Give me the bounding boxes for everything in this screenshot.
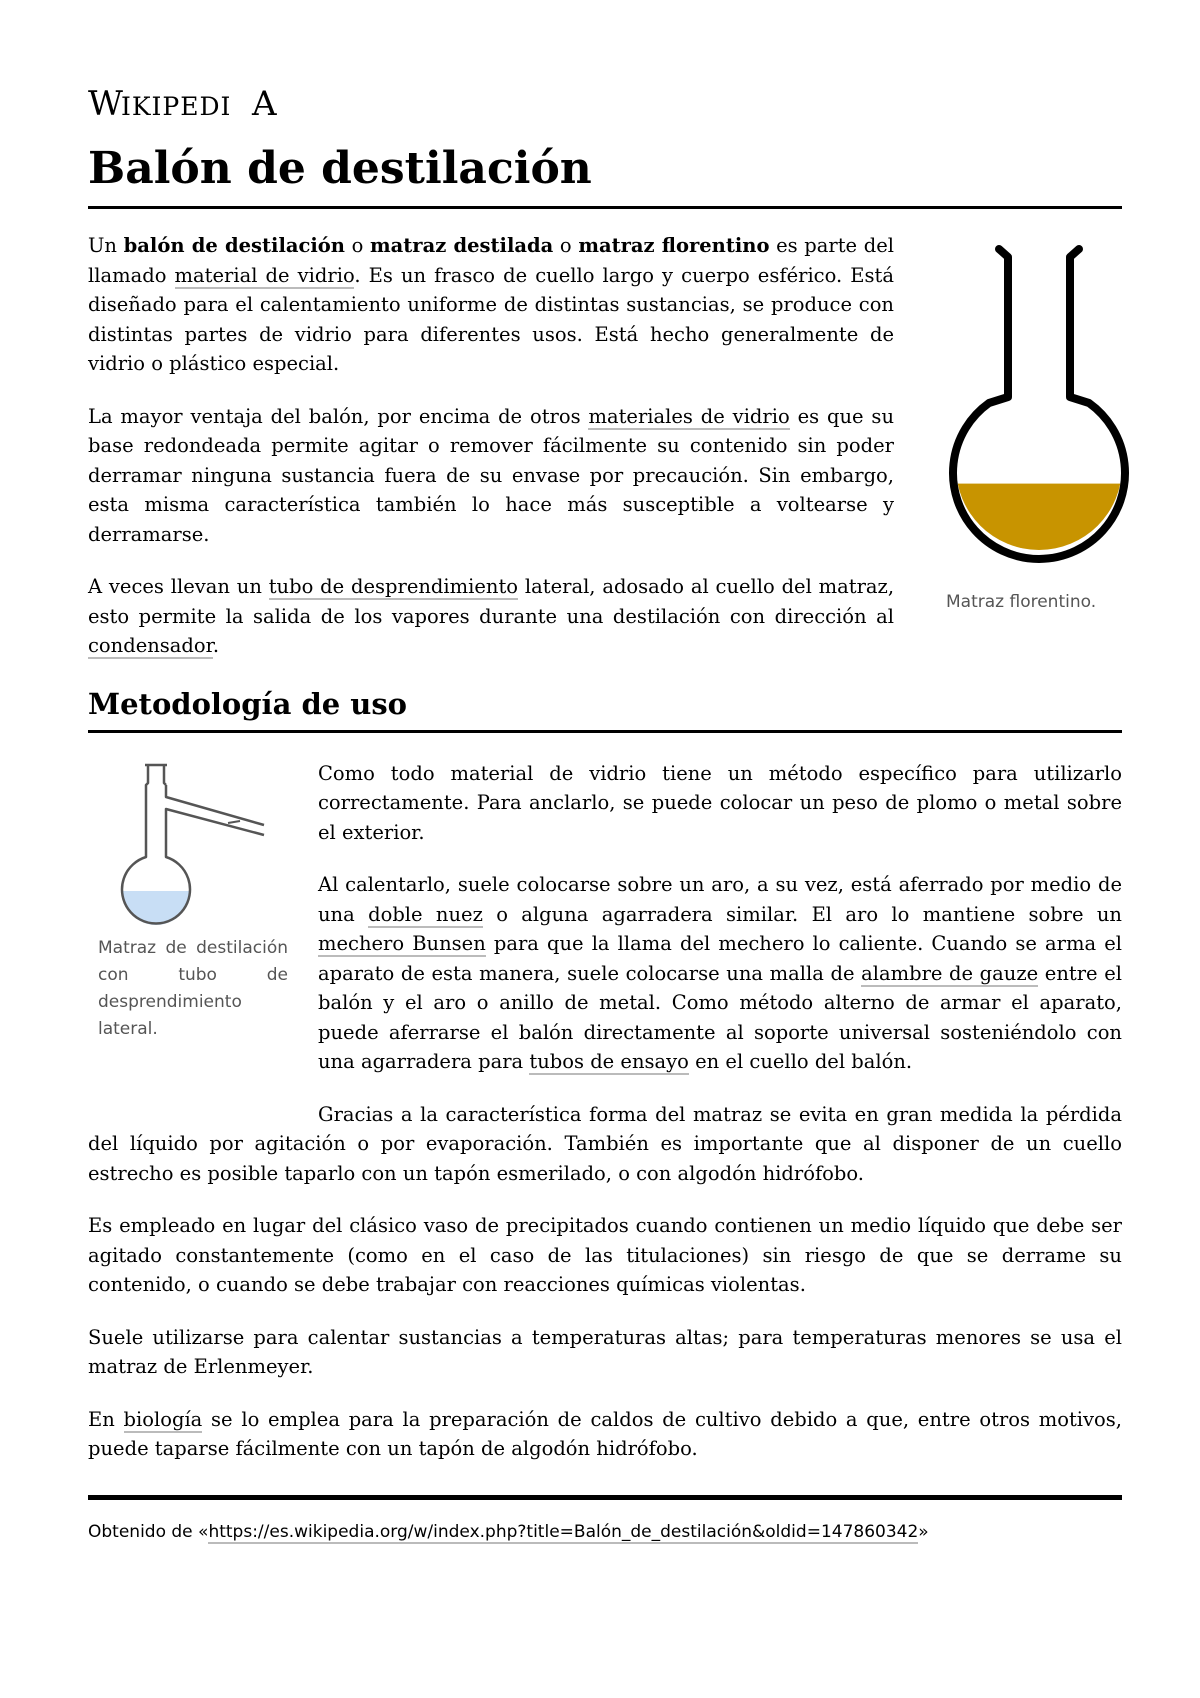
svg-text:W: W — [88, 84, 124, 124]
text-run: . — [212, 634, 220, 657]
distilling-flask-image[interactable] — [100, 759, 270, 929]
text-run: lateral, adosado al cuello del matraz, esto permite la salida de los vapores durante una destilación con dirección al — [88, 575, 895, 628]
source-footer — [88, 1522, 1122, 1542]
text-run: Es empleado en lugar del clásico vaso de precipitados cuando contienen un medio líquido que debe ser agitado constantemente (como en el caso de las titulaciones) sin riesgo de que se derrame su contenido, o cuando se debe trabajar con reacciones químicas violentas. — [88, 1214, 1122, 1296]
text-run: o — [553, 234, 579, 257]
wikipedia-logo[interactable] — [88, 84, 1122, 124]
lead-paragraph-3 — [88, 572, 894, 661]
text-run: es que su base redondeada permite agitar o remover fácilmente su contenido sin poder derramar ninguna sustancia fuera de su envase por precaución. Sin embargo, esta misma característica también lo hace más susceptible a voltearse y derramarse. — [88, 404, 894, 546]
florence-flask-figure — [928, 239, 1122, 616]
link-alambre-de-gauze[interactable]: alambre de gauze — [861, 961, 1039, 985]
text-run: o — [344, 234, 371, 257]
link-doble-nuez[interactable]: doble nuez — [368, 902, 483, 926]
lead-section — [88, 231, 1122, 661]
section-paragraph-3 — [88, 1100, 1122, 1189]
source-url-link[interactable]: https://es.wikipedia.org/w/index.php?title=Balón_de_destilación&oldid=147860342 — [208, 1521, 919, 1542]
section-paragraph-6 — [88, 1405, 1122, 1464]
methodology-section — [88, 759, 1122, 1487]
florence-flask-image[interactable] — [944, 239, 1134, 579]
text-run: se lo emplea para la preparación de caldos de cultivo debido a que, entre otros motivos, puede taparse fácilmente con un tapón de algodón hidrófobo. — [88, 1407, 1122, 1460]
article-page — [88, 84, 1122, 1542]
text-run: es parte del llamado — [88, 234, 895, 287]
svg-text:IKIPEDI: IKIPEDI — [121, 92, 232, 121]
link-biologia[interactable]: biología — [123, 1407, 203, 1431]
figure-caption: Matraz florentino. — [946, 592, 1097, 612]
link-material-de-vidrio[interactable]: material de vidrio — [174, 263, 355, 287]
svg-text:A: A — [252, 84, 278, 124]
distilling-flask-figure — [88, 759, 298, 1043]
figure-caption: Matraz de destilación con tubo de desprendimiento lateral. — [98, 937, 288, 1039]
link-tubo-de-desprendimiento[interactable]: tubo de desprendimiento — [268, 575, 519, 598]
bold-term: matraz destilada — [370, 234, 554, 257]
text-run: La mayor ventaja del balón, por encima de otros — [88, 404, 589, 428]
text-run: entre el balón y el aro o anillo de metal. Como método alterno de armar el aparato, puede aferrarse el balón directamente al soporte universal sosteniéndolo con una agarradera para — [318, 961, 1122, 1073]
title-divider — [88, 206, 1122, 209]
text-run: en el cuello del balón. — [688, 1050, 913, 1073]
footer-suffix: » — [918, 1521, 929, 1542]
page-title: Balón de destilación — [88, 143, 592, 194]
section-paragraph-5 — [88, 1323, 1122, 1382]
link-materiales-de-vidrio[interactable]: materiales de vidrio — [588, 404, 790, 428]
text-run: En — [88, 1407, 124, 1431]
text-run: Como todo material de vidrio tiene un método específico para utilizarlo correctamente. Para anclarlo, se puede colocar un peso de plomo o metal sobre el exterior. — [318, 761, 1122, 844]
text-run: Gracias a la característica forma del matraz se evita en gran medida la pérdida del líquido por agitación o por evaporación. También es importante que al disponer de un cuello estrecho es posible taparlo con un tapón esmerilado, o con algodón hidrófobo. — [88, 1102, 1122, 1185]
wikipedia-wordmark — [88, 84, 288, 124]
footer-divider — [88, 1495, 1122, 1500]
bold-term: balón de destilación — [123, 234, 345, 257]
section-paragraph-4 — [88, 1211, 1122, 1300]
text-run: Suele utilizarse para calentar sustancias a temperaturas altas; para temperaturas menores se usa el matraz de Erlenmeyer. — [88, 1325, 1122, 1378]
text-run: A veces llevan un — [88, 575, 269, 598]
text-run: para que la llama del mechero lo caliente. Cuando se arma el aparato de esta manera, suele colocarse una malla de — [318, 932, 1122, 985]
text-run: o alguna agarradera similar. El aro lo mantiene sobre un — [482, 902, 1122, 926]
text-run: Un — [88, 234, 124, 257]
side-tube-mark — [228, 821, 240, 823]
lead-text — [88, 231, 894, 661]
text-run: . Es un frasco de cuello largo y cuerpo esférico. Está diseñado para el calentamiento uniforme de distintas sustancias, se produce con distintas partes de vidrio para diferentes usos. Está hecho generalmente de vidrio o plástico especial. — [88, 263, 894, 375]
lead-paragraph-2 — [88, 402, 894, 550]
section-heading: Metodología de uso — [88, 686, 408, 721]
section-divider — [88, 730, 1122, 733]
link-condensador[interactable]: condensador — [88, 634, 213, 657]
link-mechero-bunsen[interactable]: mechero Bunsen — [318, 932, 486, 955]
footer-prefix: Obtenido de « — [88, 1521, 209, 1542]
lead-paragraph-1 — [88, 231, 894, 379]
link-tubos-de-ensayo[interactable]: tubos de ensayo — [529, 1050, 689, 1073]
bold-term: matraz florentino — [578, 234, 770, 257]
text-run: Al calentarlo, suele colocarse sobre un aro, a su vez, está aferrado por medio de una — [318, 873, 1122, 926]
